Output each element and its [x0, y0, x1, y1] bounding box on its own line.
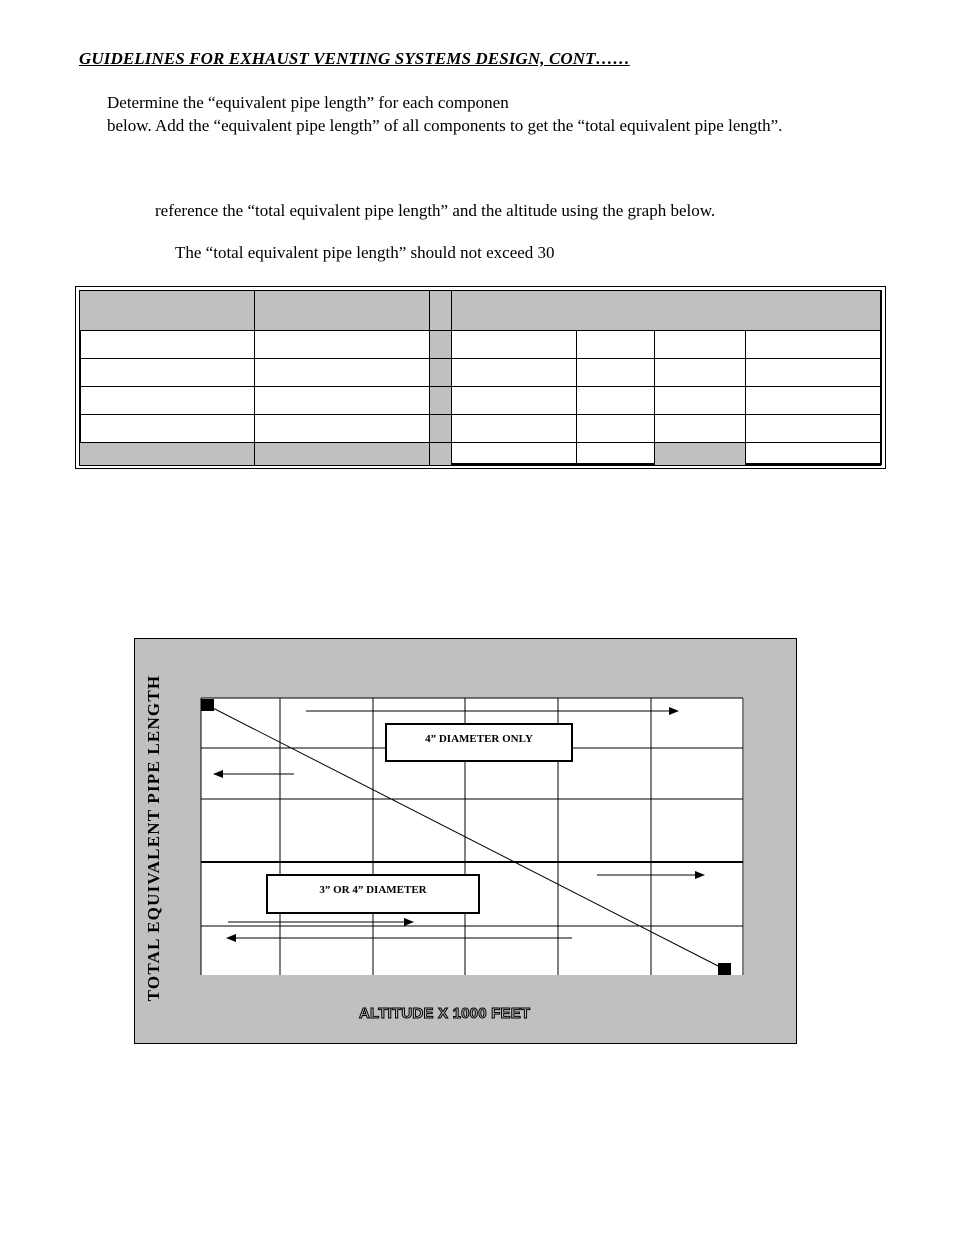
step1-line2: below. Add the “equivalent pipe length” of all components to get the “total equivalent pipe length”. [107, 116, 783, 135]
step2-paragraph: reference the “total equivalent pipe length” and the altitude using the graph below. [155, 201, 716, 220]
page-heading: GUIDELINES FOR EXHAUST VENTING SYSTEMS DESIGN, CONT…… [79, 49, 630, 68]
y-axis-label-text: TOTAL EQUIVALENT PIPE LENGTH [144, 674, 163, 1002]
x-axis-label: ALTITUDE X 1000 FEET [359, 1005, 531, 1022]
step1-line1: Determine the “equivalent pipe length” for each componen [107, 93, 509, 112]
callout-3in-or-4in-diameter: 3” OR 4” DIAMETER [266, 874, 480, 914]
limit-end-marker [718, 963, 731, 975]
callout-4in-diameter-only: 4” DIAMETER ONLY [385, 723, 573, 762]
limit-start-marker [201, 699, 214, 711]
step3-paragraph: The “total equivalent pipe length” should not exceed 30 [175, 243, 555, 262]
